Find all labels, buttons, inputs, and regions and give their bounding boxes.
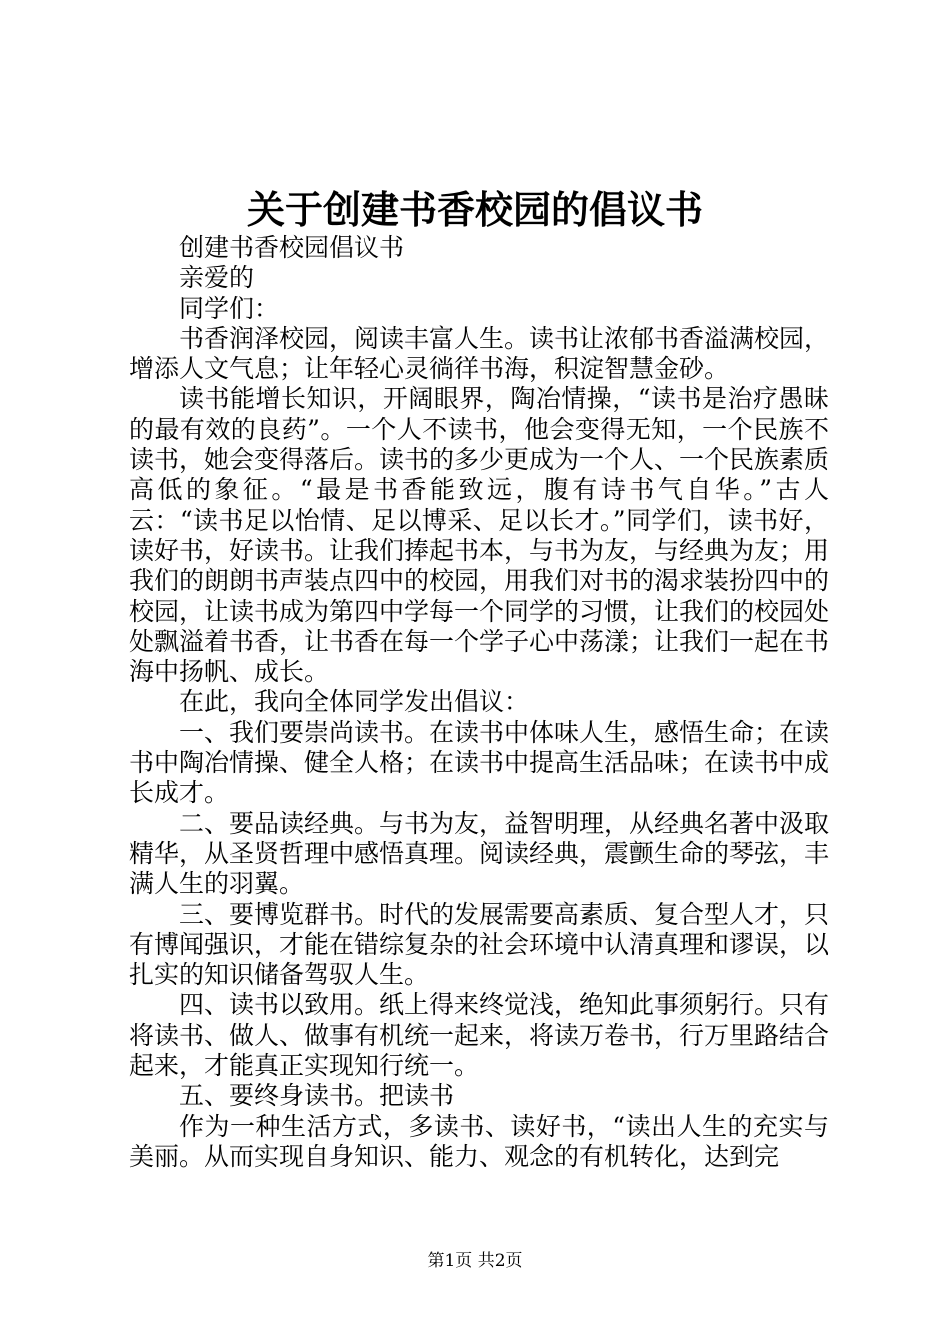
paragraph-salutation-2: 同学们：	[179, 293, 280, 323]
paragraph: 在此，我向全体同学发出倡议：	[179, 687, 530, 717]
paragraph-salutation-1: 亲爱的	[179, 263, 255, 293]
paragraph-item-4: 四、读书以致用。纸上得来终觉浅，绝知此事须躬行。只有将读书、做人、做事有机统一起来，将读万卷书，行万里路结合起来，才能真正实现知行统一。	[129, 990, 830, 1081]
paragraph-item-1: 一、我们要崇尚读书。在读书中体味人生，感悟生命；在读书中陶冶情操、健全人格；在读书中提高生活品味；在读书中成长成才。	[129, 717, 830, 808]
paragraph-item-3: 三、要博览群书。时代的发展需要高素质、复合型人才，只有博闻强识，才能在错综复杂的社会环境中认清真理和谬误，以扎实的知识储备驾驭人生。	[129, 899, 830, 990]
paragraph: 书香润泽校园，阅读丰富人生。读书让浓郁书香溢满校园，增添人文气息；让年轻心灵徜徉书海，积淀智慧金砂。	[129, 323, 830, 384]
paragraph-subtitle: 创建书香校园倡议书	[179, 233, 405, 262]
document-title: 关于创建书香校园的倡议书	[246, 187, 703, 232]
paragraph-item-5: 五、要终身读书。把读书	[179, 1081, 455, 1111]
paragraph-item-2: 二、要品读经典。与书为友，益智明理，从经典名著中汲取精华，从圣贤哲理中感悟真理。阅读经典，震颤生命的琴弦，丰满人生的羽翼。	[129, 808, 830, 899]
paragraph: 作为一种生活方式，多读书、读好书，“读出人生的充实与美丽。从而实现自身知识、能力、观念的有机转化，达到完	[129, 1111, 829, 1171]
page-footer: 第1页 共2页	[427, 1251, 523, 1271]
document-body	[129, 233, 829, 1172]
paragraph: 读书能增长知识，开阔眼界，陶冶情操，“读书是治疗愚昧的最有效的良药”。一个人不读书，他会变得无知，一个民族不读书，她会变得落后。读书的多少更成为一个人、一个民族素质高低的象征。“最是书香能致远，腹有诗书气自华。”古人云：“读书足以怡情、足以博采、足以长才。”同学们，读书好，读好书，好读书。让我们捧起书本，与书为友，与经典为友；用我们的朗朗书声装点四中的校园，用我们对书的渴求装扮四中的校园，让读书成为第四中学每一个同学的习惯，让我们的校园处处飘溢着书香，让书香在每一个学子心中荡漾；让我们一起在书海中扬帆、成长。	[129, 384, 830, 687]
